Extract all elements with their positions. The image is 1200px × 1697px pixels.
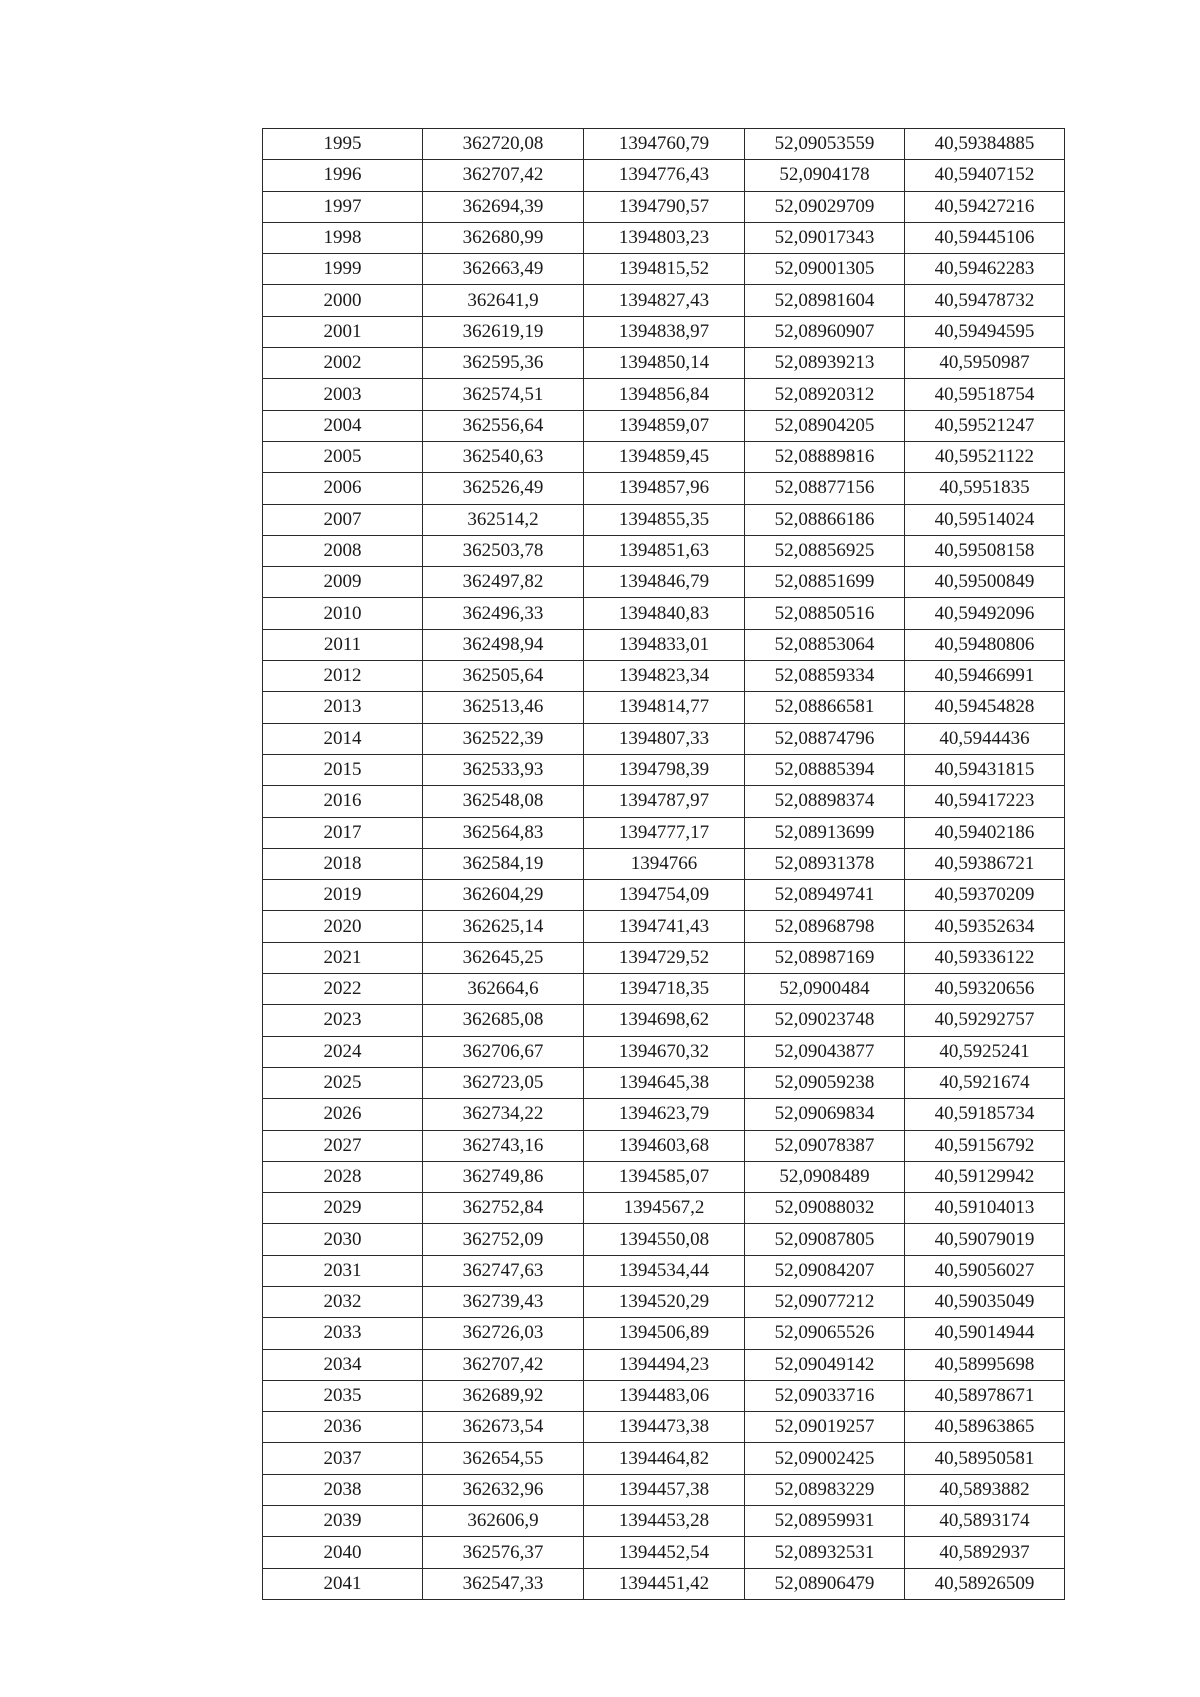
point-number-cell: 2025 <box>263 1067 423 1098</box>
y-coordinate-cell: 1394585,07 <box>584 1161 745 1192</box>
point-number-cell: 2017 <box>263 817 423 848</box>
longitude-cell: 40,5944436 <box>905 723 1065 754</box>
x-coordinate-cell: 362654,55 <box>423 1443 584 1474</box>
point-number-cell: 2011 <box>263 629 423 660</box>
point-number-cell: 2019 <box>263 880 423 911</box>
y-coordinate-cell: 1394850,14 <box>584 348 745 379</box>
latitude-cell: 52,09023748 <box>745 1005 905 1036</box>
x-coordinate-cell: 362747,63 <box>423 1255 584 1286</box>
x-coordinate-cell: 362743,16 <box>423 1130 584 1161</box>
latitude-cell: 52,08931378 <box>745 848 905 879</box>
latitude-cell: 52,09043877 <box>745 1036 905 1067</box>
table-row <box>263 661 1065 692</box>
latitude-cell: 52,08853064 <box>745 629 905 660</box>
table-row <box>263 1380 1065 1411</box>
x-coordinate-cell: 362576,37 <box>423 1537 584 1568</box>
latitude-cell: 52,0900484 <box>745 974 905 1005</box>
point-number-cell: 2035 <box>263 1380 423 1411</box>
y-coordinate-cell: 1394506,89 <box>584 1318 745 1349</box>
y-coordinate-cell: 1394473,38 <box>584 1412 745 1443</box>
longitude-cell: 40,59402186 <box>905 817 1065 848</box>
latitude-cell: 52,08889816 <box>745 441 905 472</box>
table-row <box>263 1318 1065 1349</box>
y-coordinate-cell: 1394859,45 <box>584 441 745 472</box>
longitude-cell: 40,59521247 <box>905 410 1065 441</box>
point-number-cell: 2026 <box>263 1099 423 1130</box>
point-number-cell: 2038 <box>263 1474 423 1505</box>
latitude-cell: 52,09077212 <box>745 1286 905 1317</box>
table-row <box>263 316 1065 347</box>
table-row <box>263 1349 1065 1380</box>
y-coordinate-cell: 1394851,63 <box>584 535 745 566</box>
table-row <box>263 410 1065 441</box>
y-coordinate-cell: 1394645,38 <box>584 1067 745 1098</box>
latitude-cell: 52,09033716 <box>745 1380 905 1411</box>
y-coordinate-cell: 1394838,97 <box>584 316 745 347</box>
longitude-cell: 40,58978671 <box>905 1380 1065 1411</box>
table-row <box>263 379 1065 410</box>
point-number-cell: 2002 <box>263 348 423 379</box>
y-coordinate-cell: 1394567,2 <box>584 1193 745 1224</box>
y-coordinate-cell: 1394623,79 <box>584 1099 745 1130</box>
longitude-cell: 40,5893174 <box>905 1506 1065 1537</box>
latitude-cell: 52,08885394 <box>745 754 905 785</box>
y-coordinate-cell: 1394718,35 <box>584 974 745 1005</box>
y-coordinate-cell: 1394760,79 <box>584 129 745 160</box>
table-row <box>263 692 1065 723</box>
point-number-cell: 2032 <box>263 1286 423 1317</box>
longitude-cell: 40,59185734 <box>905 1099 1065 1130</box>
longitude-cell: 40,59508158 <box>905 535 1065 566</box>
longitude-cell: 40,59035049 <box>905 1286 1065 1317</box>
longitude-cell: 40,59417223 <box>905 786 1065 817</box>
y-coordinate-cell: 1394603,68 <box>584 1130 745 1161</box>
y-coordinate-cell: 1394857,96 <box>584 473 745 504</box>
y-coordinate-cell: 1394823,34 <box>584 661 745 692</box>
point-number-cell: 2030 <box>263 1224 423 1255</box>
longitude-cell: 40,59056027 <box>905 1255 1065 1286</box>
table-row <box>263 942 1065 973</box>
y-coordinate-cell: 1394741,43 <box>584 911 745 942</box>
longitude-cell: 40,59129942 <box>905 1161 1065 1192</box>
longitude-cell: 40,5892937 <box>905 1537 1065 1568</box>
latitude-cell: 52,09002425 <box>745 1443 905 1474</box>
x-coordinate-cell: 362689,92 <box>423 1380 584 1411</box>
point-number-cell: 1998 <box>263 222 423 253</box>
x-coordinate-cell: 362723,05 <box>423 1067 584 1098</box>
longitude-cell: 40,59014944 <box>905 1318 1065 1349</box>
table-row <box>263 786 1065 817</box>
x-coordinate-cell: 362632,96 <box>423 1474 584 1505</box>
point-number-cell: 1996 <box>263 160 423 191</box>
table-row <box>263 473 1065 504</box>
table-row <box>263 629 1065 660</box>
latitude-cell: 52,09088032 <box>745 1193 905 1224</box>
table-row <box>263 1099 1065 1130</box>
point-number-cell: 2018 <box>263 848 423 879</box>
longitude-cell: 40,59384885 <box>905 129 1065 160</box>
latitude-cell: 52,08981604 <box>745 285 905 316</box>
point-number-cell: 2007 <box>263 504 423 535</box>
longitude-cell: 40,59104013 <box>905 1193 1065 1224</box>
latitude-cell: 52,08859334 <box>745 661 905 692</box>
table-row <box>263 567 1065 598</box>
x-coordinate-cell: 362720,08 <box>423 129 584 160</box>
x-coordinate-cell: 362664,6 <box>423 974 584 1005</box>
table-row <box>263 285 1065 316</box>
latitude-cell: 52,08968798 <box>745 911 905 942</box>
y-coordinate-cell: 1394803,23 <box>584 222 745 253</box>
point-number-cell: 2037 <box>263 1443 423 1474</box>
latitude-cell: 52,08906479 <box>745 1568 905 1599</box>
x-coordinate-cell: 362673,54 <box>423 1412 584 1443</box>
longitude-cell: 40,59370209 <box>905 880 1065 911</box>
point-number-cell: 2010 <box>263 598 423 629</box>
point-number-cell: 2005 <box>263 441 423 472</box>
x-coordinate-cell: 362584,19 <box>423 848 584 879</box>
latitude-cell: 52,08851699 <box>745 567 905 598</box>
y-coordinate-cell: 1394483,06 <box>584 1380 745 1411</box>
y-coordinate-cell: 1394833,01 <box>584 629 745 660</box>
latitude-cell: 52,09029709 <box>745 191 905 222</box>
table-row <box>263 1506 1065 1537</box>
latitude-cell: 52,09078387 <box>745 1130 905 1161</box>
point-number-cell: 2020 <box>263 911 423 942</box>
x-coordinate-cell: 362641,9 <box>423 285 584 316</box>
table-row <box>263 1224 1065 1255</box>
point-number-cell: 2022 <box>263 974 423 1005</box>
latitude-cell: 52,08874796 <box>745 723 905 754</box>
latitude-cell: 52,08959931 <box>745 1506 905 1537</box>
table-row <box>263 817 1065 848</box>
table-row <box>263 1036 1065 1067</box>
y-coordinate-cell: 1394807,33 <box>584 723 745 754</box>
y-coordinate-cell: 1394814,77 <box>584 692 745 723</box>
longitude-cell: 40,59462283 <box>905 254 1065 285</box>
longitude-cell: 40,59492096 <box>905 598 1065 629</box>
y-coordinate-cell: 1394457,38 <box>584 1474 745 1505</box>
table-row <box>263 974 1065 1005</box>
latitude-cell: 52,08866581 <box>745 692 905 723</box>
x-coordinate-cell: 362497,82 <box>423 567 584 598</box>
x-coordinate-cell: 362645,25 <box>423 942 584 973</box>
y-coordinate-cell: 1394494,23 <box>584 1349 745 1380</box>
longitude-cell: 40,59352634 <box>905 911 1065 942</box>
longitude-cell: 40,59336122 <box>905 942 1065 973</box>
x-coordinate-cell: 362752,09 <box>423 1224 584 1255</box>
table-row <box>263 441 1065 472</box>
x-coordinate-cell: 362503,78 <box>423 535 584 566</box>
table-row <box>263 1474 1065 1505</box>
point-number-cell: 2012 <box>263 661 423 692</box>
x-coordinate-cell: 362752,84 <box>423 1193 584 1224</box>
latitude-cell: 52,09019257 <box>745 1412 905 1443</box>
y-coordinate-cell: 1394766 <box>584 848 745 879</box>
y-coordinate-cell: 1394777,17 <box>584 817 745 848</box>
longitude-cell: 40,59478732 <box>905 285 1065 316</box>
point-number-cell: 2040 <box>263 1537 423 1568</box>
longitude-cell: 40,59518754 <box>905 379 1065 410</box>
longitude-cell: 40,58926509 <box>905 1568 1065 1599</box>
table-body <box>263 129 1065 1600</box>
latitude-cell: 52,08856925 <box>745 535 905 566</box>
latitude-cell: 52,08920312 <box>745 379 905 410</box>
latitude-cell: 52,09069834 <box>745 1099 905 1130</box>
point-number-cell: 2021 <box>263 942 423 973</box>
y-coordinate-cell: 1394453,28 <box>584 1506 745 1537</box>
point-number-cell: 2004 <box>263 410 423 441</box>
point-number-cell: 2029 <box>263 1193 423 1224</box>
x-coordinate-cell: 362498,94 <box>423 629 584 660</box>
y-coordinate-cell: 1394815,52 <box>584 254 745 285</box>
latitude-cell: 52,09053559 <box>745 129 905 160</box>
x-coordinate-cell: 362574,51 <box>423 379 584 410</box>
latitude-cell: 52,08987169 <box>745 942 905 973</box>
longitude-cell: 40,59156792 <box>905 1130 1065 1161</box>
latitude-cell: 52,09087805 <box>745 1224 905 1255</box>
y-coordinate-cell: 1394452,54 <box>584 1537 745 1568</box>
latitude-cell: 52,09084207 <box>745 1255 905 1286</box>
longitude-cell: 40,59292757 <box>905 1005 1065 1036</box>
longitude-cell: 40,59500849 <box>905 567 1065 598</box>
longitude-cell: 40,5925241 <box>905 1036 1065 1067</box>
y-coordinate-cell: 1394698,62 <box>584 1005 745 1036</box>
longitude-cell: 40,59514024 <box>905 504 1065 535</box>
point-number-cell: 2039 <box>263 1506 423 1537</box>
longitude-cell: 40,58995698 <box>905 1349 1065 1380</box>
latitude-cell: 52,08898374 <box>745 786 905 817</box>
latitude-cell: 52,08983229 <box>745 1474 905 1505</box>
latitude-cell: 52,09065526 <box>745 1318 905 1349</box>
x-coordinate-cell: 362547,33 <box>423 1568 584 1599</box>
longitude-cell: 40,59079019 <box>905 1224 1065 1255</box>
latitude-cell: 52,09017343 <box>745 222 905 253</box>
y-coordinate-cell: 1394790,57 <box>584 191 745 222</box>
longitude-cell: 40,59320656 <box>905 974 1065 1005</box>
table-row <box>263 1130 1065 1161</box>
y-coordinate-cell: 1394670,32 <box>584 1036 745 1067</box>
x-coordinate-cell: 362706,67 <box>423 1036 584 1067</box>
latitude-cell: 52,08866186 <box>745 504 905 535</box>
longitude-cell: 40,59407152 <box>905 160 1065 191</box>
latitude-cell: 52,08913699 <box>745 817 905 848</box>
longitude-cell: 40,58963865 <box>905 1412 1065 1443</box>
y-coordinate-cell: 1394840,83 <box>584 598 745 629</box>
longitude-cell: 40,59431815 <box>905 754 1065 785</box>
y-coordinate-cell: 1394787,97 <box>584 786 745 817</box>
longitude-cell: 40,5893882 <box>905 1474 1065 1505</box>
x-coordinate-cell: 362564,83 <box>423 817 584 848</box>
y-coordinate-cell: 1394776,43 <box>584 160 745 191</box>
x-coordinate-cell: 362556,64 <box>423 410 584 441</box>
table-row <box>263 535 1065 566</box>
point-number-cell: 2041 <box>263 1568 423 1599</box>
table-row <box>263 1443 1065 1474</box>
y-coordinate-cell: 1394846,79 <box>584 567 745 598</box>
x-coordinate-cell: 362749,86 <box>423 1161 584 1192</box>
table-row <box>263 1255 1065 1286</box>
point-number-cell: 2000 <box>263 285 423 316</box>
y-coordinate-cell: 1394855,35 <box>584 504 745 535</box>
x-coordinate-cell: 362619,19 <box>423 316 584 347</box>
latitude-cell: 52,08877156 <box>745 473 905 504</box>
table-row <box>263 504 1065 535</box>
longitude-cell: 40,59386721 <box>905 848 1065 879</box>
table-row <box>263 598 1065 629</box>
x-coordinate-cell: 362625,14 <box>423 911 584 942</box>
x-coordinate-cell: 362513,46 <box>423 692 584 723</box>
x-coordinate-cell: 362533,93 <box>423 754 584 785</box>
point-number-cell: 2006 <box>263 473 423 504</box>
table-row <box>263 1161 1065 1192</box>
longitude-cell: 40,5951835 <box>905 473 1065 504</box>
y-coordinate-cell: 1394856,84 <box>584 379 745 410</box>
longitude-cell: 40,59480806 <box>905 629 1065 660</box>
table-row <box>263 848 1065 879</box>
table-row <box>263 1286 1065 1317</box>
longitude-cell: 40,59445106 <box>905 222 1065 253</box>
latitude-cell: 52,0904178 <box>745 160 905 191</box>
x-coordinate-cell: 362595,36 <box>423 348 584 379</box>
table-row <box>263 129 1065 160</box>
point-number-cell: 1999 <box>263 254 423 285</box>
y-coordinate-cell: 1394451,42 <box>584 1568 745 1599</box>
point-number-cell: 2001 <box>263 316 423 347</box>
point-number-cell: 2013 <box>263 692 423 723</box>
x-coordinate-cell: 362707,42 <box>423 1349 584 1380</box>
x-coordinate-cell: 362514,2 <box>423 504 584 535</box>
x-coordinate-cell: 362680,99 <box>423 222 584 253</box>
x-coordinate-cell: 362522,39 <box>423 723 584 754</box>
longitude-cell: 40,59466991 <box>905 661 1065 692</box>
y-coordinate-cell: 1394859,07 <box>584 410 745 441</box>
longitude-cell: 40,59427216 <box>905 191 1065 222</box>
coordinates-table-container <box>262 128 1064 1600</box>
latitude-cell: 52,08904205 <box>745 410 905 441</box>
table-row <box>263 1412 1065 1443</box>
y-coordinate-cell: 1394754,09 <box>584 880 745 911</box>
y-coordinate-cell: 1394798,39 <box>584 754 745 785</box>
longitude-cell: 40,5921674 <box>905 1067 1065 1098</box>
longitude-cell: 40,59521122 <box>905 441 1065 472</box>
point-number-cell: 2014 <box>263 723 423 754</box>
x-coordinate-cell: 362606,9 <box>423 1506 584 1537</box>
x-coordinate-cell: 362505,64 <box>423 661 584 692</box>
table-row <box>263 1537 1065 1568</box>
x-coordinate-cell: 362739,43 <box>423 1286 584 1317</box>
point-number-cell: 2028 <box>263 1161 423 1192</box>
table-row <box>263 723 1065 754</box>
table-row <box>263 191 1065 222</box>
x-coordinate-cell: 362548,08 <box>423 786 584 817</box>
point-number-cell: 2008 <box>263 535 423 566</box>
y-coordinate-cell: 1394534,44 <box>584 1255 745 1286</box>
table-row <box>263 254 1065 285</box>
x-coordinate-cell: 362726,03 <box>423 1318 584 1349</box>
y-coordinate-cell: 1394464,82 <box>584 1443 745 1474</box>
table-row <box>263 754 1065 785</box>
x-coordinate-cell: 362685,08 <box>423 1005 584 1036</box>
point-number-cell: 1995 <box>263 129 423 160</box>
coordinates-table <box>262 128 1065 1600</box>
x-coordinate-cell: 362663,49 <box>423 254 584 285</box>
latitude-cell: 52,0908489 <box>745 1161 905 1192</box>
x-coordinate-cell: 362734,22 <box>423 1099 584 1130</box>
point-number-cell: 2033 <box>263 1318 423 1349</box>
point-number-cell: 2023 <box>263 1005 423 1036</box>
latitude-cell: 52,09059238 <box>745 1067 905 1098</box>
point-number-cell: 2027 <box>263 1130 423 1161</box>
x-coordinate-cell: 362526,49 <box>423 473 584 504</box>
table-row <box>263 160 1065 191</box>
x-coordinate-cell: 362707,42 <box>423 160 584 191</box>
point-number-cell: 2036 <box>263 1412 423 1443</box>
latitude-cell: 52,08850516 <box>745 598 905 629</box>
point-number-cell: 2034 <box>263 1349 423 1380</box>
point-number-cell: 2016 <box>263 786 423 817</box>
table-row <box>263 222 1065 253</box>
y-coordinate-cell: 1394827,43 <box>584 285 745 316</box>
x-coordinate-cell: 362604,29 <box>423 880 584 911</box>
table-row <box>263 1005 1065 1036</box>
table-row <box>263 348 1065 379</box>
table-row <box>263 880 1065 911</box>
point-number-cell: 2024 <box>263 1036 423 1067</box>
y-coordinate-cell: 1394729,52 <box>584 942 745 973</box>
latitude-cell: 52,09049142 <box>745 1349 905 1380</box>
table-row <box>263 911 1065 942</box>
point-number-cell: 2031 <box>263 1255 423 1286</box>
latitude-cell: 52,08949741 <box>745 880 905 911</box>
latitude-cell: 52,08960907 <box>745 316 905 347</box>
table-row <box>263 1568 1065 1599</box>
table-row <box>263 1067 1065 1098</box>
longitude-cell: 40,59494595 <box>905 316 1065 347</box>
longitude-cell: 40,58950581 <box>905 1443 1065 1474</box>
latitude-cell: 52,09001305 <box>745 254 905 285</box>
x-coordinate-cell: 362496,33 <box>423 598 584 629</box>
point-number-cell: 1997 <box>263 191 423 222</box>
longitude-cell: 40,59454828 <box>905 692 1065 723</box>
point-number-cell: 2009 <box>263 567 423 598</box>
point-number-cell: 2003 <box>263 379 423 410</box>
y-coordinate-cell: 1394550,08 <box>584 1224 745 1255</box>
latitude-cell: 52,08939213 <box>745 348 905 379</box>
x-coordinate-cell: 362540,63 <box>423 441 584 472</box>
longitude-cell: 40,5950987 <box>905 348 1065 379</box>
x-coordinate-cell: 362694,39 <box>423 191 584 222</box>
y-coordinate-cell: 1394520,29 <box>584 1286 745 1317</box>
point-number-cell: 2015 <box>263 754 423 785</box>
latitude-cell: 52,08932531 <box>745 1537 905 1568</box>
table-row <box>263 1193 1065 1224</box>
